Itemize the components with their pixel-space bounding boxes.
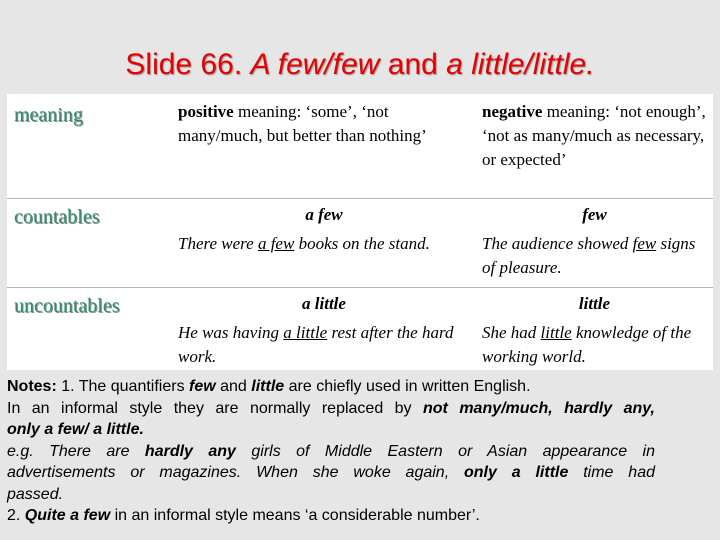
negative-meaning-cell <box>482 100 707 172</box>
negative-label: negative <box>482 102 543 121</box>
row-divider <box>7 198 713 199</box>
title-prefix: Slide 66. <box>125 48 243 81</box>
notes-emphasis: little <box>251 378 285 395</box>
example-text: There were <box>178 234 258 253</box>
example-text: books on the stand. <box>294 234 430 253</box>
notes-text: time had <box>568 464 655 481</box>
notes-emphasis: Quite a few <box>24 507 111 524</box>
example-text: signs of pleasure. <box>482 234 696 277</box>
positive-text: meaning: ‘some’, ‘not many/much, but better than nothing’ <box>178 102 427 145</box>
row-label-uncountables: uncountables <box>14 295 120 317</box>
negative-text: meaning: ‘not enough’, ‘not as many/much as necessary, or expected’ <box>482 102 706 169</box>
example-underlined: little <box>540 323 572 342</box>
title-and: and <box>387 48 438 81</box>
notes-emphasis: only a few/ a little. <box>7 421 144 438</box>
notes-text: 2. <box>7 507 25 524</box>
positive-meaning-cell <box>178 100 463 148</box>
notes-line <box>7 419 655 441</box>
notes-text: girls of Middle Eastern or Asian appearance in <box>235 442 656 460</box>
notes-line <box>7 376 655 398</box>
little-example <box>482 321 710 369</box>
example-underlined: a few <box>257 234 295 253</box>
few-heading: few <box>582 205 607 224</box>
notes-text: in an informal style means ‘a considerable number’. <box>110 507 480 524</box>
notes-line <box>7 484 655 506</box>
example-text: The audience showed <box>482 234 633 253</box>
comparison-table <box>7 94 713 370</box>
notes-line <box>7 441 655 463</box>
notes-emphasis: hardly any <box>144 442 236 460</box>
notes-label: Notes: <box>7 378 57 395</box>
notes-emphasis: few <box>189 378 216 395</box>
notes-emphasis: only a little <box>464 464 569 481</box>
positive-label: positive <box>178 102 234 121</box>
a-little-heading: a little <box>302 294 346 313</box>
notes-text: In an informal style they are normally replaced by <box>7 399 423 417</box>
notes-line <box>7 398 655 420</box>
example-underlined: few <box>632 234 657 253</box>
notes-section <box>7 376 655 527</box>
notes-line <box>7 462 655 484</box>
notes-emphasis: not many/much, hardly any, <box>423 399 655 417</box>
notes-text: are chiefly used in written English. <box>284 378 531 395</box>
a-few-heading: a few <box>305 205 343 224</box>
example-text: rest after the hard work. <box>178 323 454 366</box>
a-few-example <box>178 232 463 256</box>
example-text: She had <box>482 323 541 342</box>
notes-text: 1. The quantifiers <box>56 378 190 395</box>
slide-title <box>0 48 720 82</box>
little-heading: little <box>578 294 611 313</box>
example-underlined: a little <box>283 323 328 342</box>
row-label-countables: countables <box>14 206 100 228</box>
example-text: knowledge of the working world. <box>482 323 692 366</box>
notes-text: and <box>215 378 252 395</box>
notes-line <box>7 505 655 527</box>
row-divider <box>7 287 713 288</box>
title-part1: A few/few <box>250 48 380 81</box>
example-text: He was having <box>178 323 284 342</box>
notes-text: passed. <box>7 485 64 503</box>
notes-text: advertisements or magazines. When she woke again, <box>7 464 464 481</box>
title-part2: a little/little. <box>446 48 595 81</box>
a-little-example <box>178 321 470 369</box>
few-example <box>482 232 707 280</box>
row-label-meaning: meaning <box>14 104 83 126</box>
notes-text: e.g. There are <box>7 442 145 460</box>
